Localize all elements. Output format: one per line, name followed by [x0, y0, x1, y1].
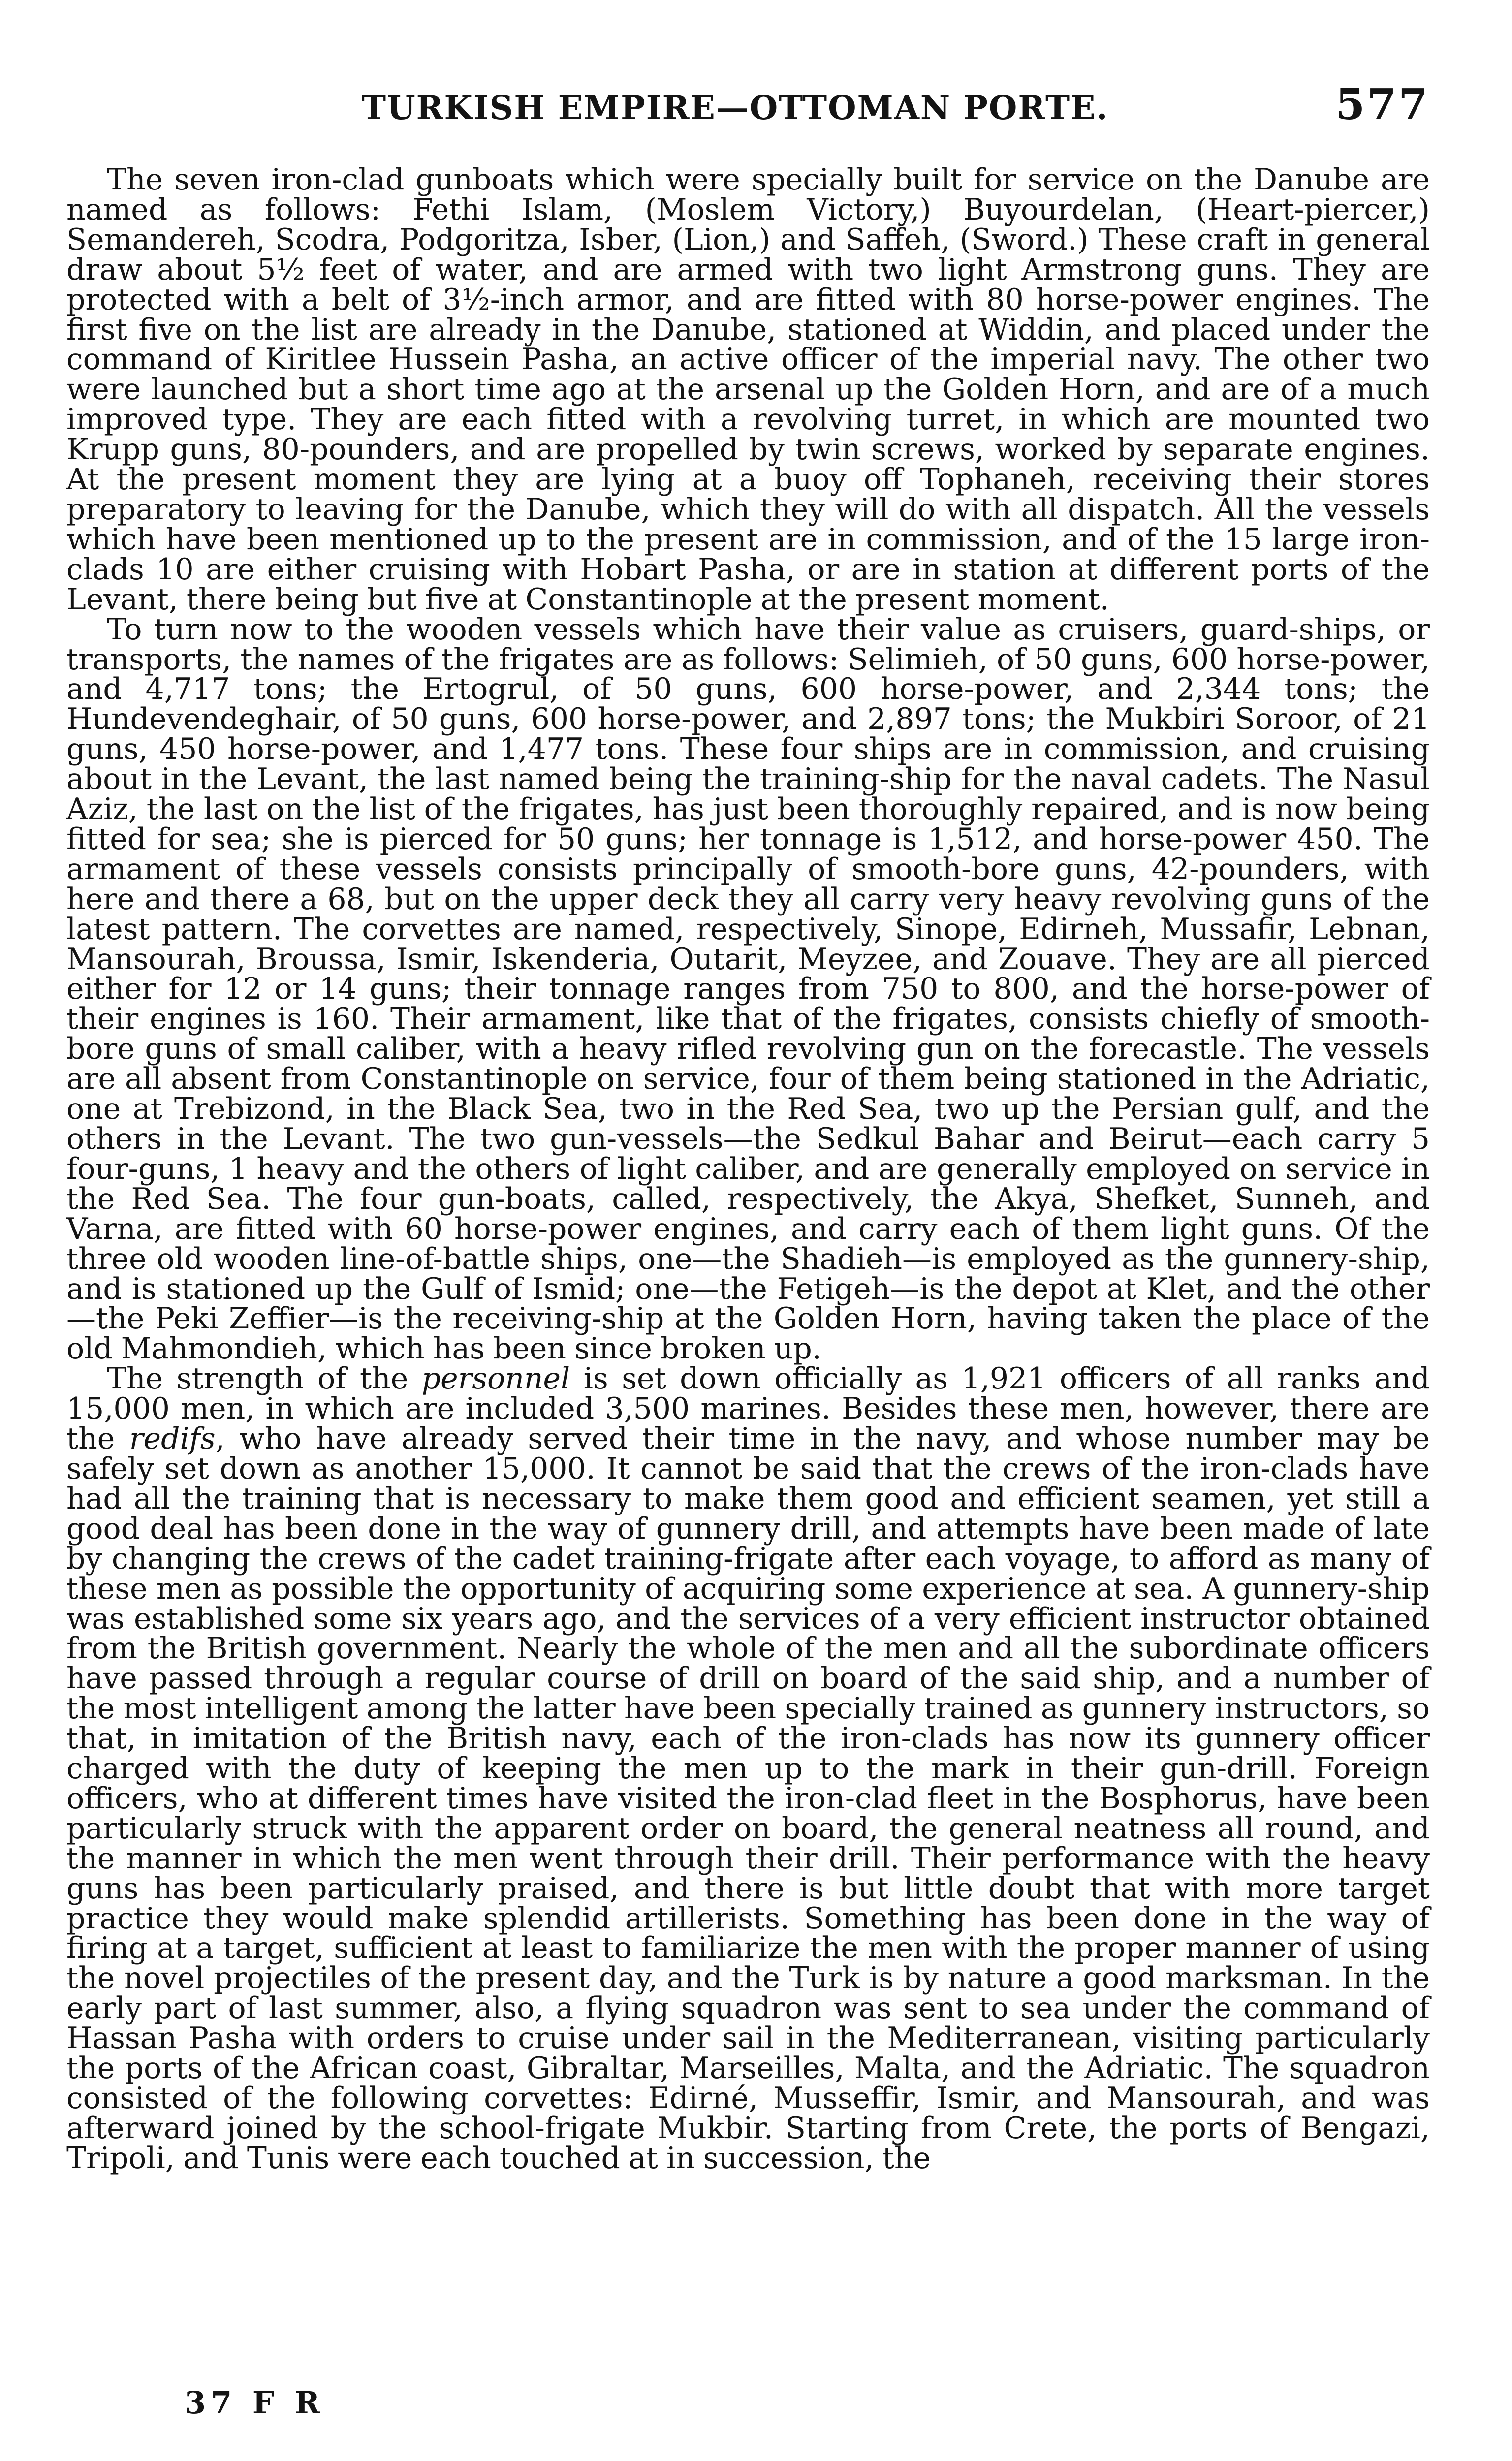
document-page [66, 0, 1430, 2461]
paragraph-ironclad-gunboats: The seven iron-clad gunboats which were specially built for service on the Danube are named as follows: Fethi Islam, (Moslem Victory,) Buyourdelan, (Heart-piercer,) Semandereh, Scodra, Podgoritza, Isber, (Lion,) and Saffeh, (Sword.) These craft in general draw about 5½ feet of water, and are armed with two light Armstrong guns. They are protected with a belt of 3½-inch armor, and are fitted with 80 horse-power engines. The first five on the list are already in the Danube, stationed at Widdin, and placed under the command of Kiritlee Hussein Pasha, an active officer of the imperial navy. The other two were launched but a short time ago at the arsenal up the Golden Horn, and are of a much improved type. They are each fitted with a revolving turret, in which are mounted two Krupp guns, 80-pounders, and are propelled by twin screws, worked by separate engines. At the present moment they are lying at a buoy off Tophaneh, receiving their stores preparatory to leaving for the Danube, which they will do with all dispatch. All the vessels which have been mentioned up to the present are in commission, and of the 15 large iron-clads 10 are either cruising with Hobart Pasha, or are in station at different ports of the Levant, there being but five at Constantinople at the present moment. [66, 162, 1430, 617]
italic-term-personnel: personnel [421, 1361, 570, 1396]
signature-mark: 37 F R [185, 2385, 325, 2421]
running-head: TURKISH EMPIRE—OTTOMAN PORTE. [362, 89, 1109, 127]
page-number: 577 [1335, 80, 1430, 129]
page-header [66, 80, 1430, 129]
paragraph-text: is set down officially as 1,921 officers of all ranks and 15,000 men, in which are included 3,500 marines. Besides these men, however, there are the [66, 1361, 1430, 1456]
italic-term-redifs: redifs [129, 1421, 216, 1456]
paragraph-personnel [66, 1361, 1430, 2176]
body-text [66, 162, 1430, 2176]
paragraph-wooden-vessels: To turn now to the wooden vessels which have their value as cruisers, guard-ships, or transports, the names of the frigates are as follows: Selimieh, of 50 guns, 600 horse-power, and 4,717 tons; the Ertogrul, of 50 guns, 600 horse-power, and 2,344 tons; the Hundevendeghair, of 50 guns, 600 horse-power, and 2,897 tons; the Mukbiri Soroor, of 21 guns, 450 horse-power, and 1,477 tons. These four ships are in commission, and cruising about in the Levant, the last named being the training-ship for the naval cadets. The Nasul Aziz, the last on the list of the frigates, has just been thoroughly repaired, and is now being fitted for sea; she is pierced for 50 guns; her tonnage is 1,512, and horse-power 450. The armament of these vessels consists principally of smooth-bore guns, 42-pounders, with here and there a 68, but on the upper deck they all carry very heavy revolving guns of the latest pattern. The corvettes are named, respectively, Sinope, Edirneh, Mussafir, Lebnan, Mansourah, Broussa, Ismir, Iskenderia, Outarit, Meyzee, and Zouave. They are all pierced either for 12 or 14 guns; their tonnage ranges from 750 to 800, and the horse-power of their engines is 160. Their armament, like that of the frigates, consists chiefly of smooth-bore guns of small caliber, with a heavy rifled revolving gun on the forecastle. The vessels are all absent from Constantinople on service, four of them being stationed in the Adriatic, one at Trebizond, in the Black Sea, two in the Red Sea, two up the Persian gulf, and the others in the Levant. The two gun-vessels—the Sedkul Bahar and Beirut—each carry 5 four-guns, 1 heavy and the others of light caliber, and are generally employed on service in the Red Sea. The four gun-boats, called, respectively, the Akya, Shefket, Sunneh, and Varna, are fitted with 60 horse-power engines, and carry each of them light guns. Of the three old wooden line-of-battle ships, one—the Shadieh—is employed as the gunnery-ship, and is stationed up the Gulf of Ismid; one—the Fetigeh—is the depot at Klet, and the other—the Peki Zeffier—is the receiving-ship at the Golden Horn, having taken the place of the old Mahmondieh, which has been since broken up. [66, 612, 1430, 1366]
paragraph-text: The strength of the [107, 1361, 422, 1396]
paragraph-text: , who have already served their time in the navy, and whose number may be safely set down as another 15,000. It cannot be said that the crews of the iron-clads have had all the training that is necessary to make them good and efficient seamen, yet still a good deal has been done in the way of gunnery drill, and attempts have been made of late by changing the crews of the cadet training-frigate after each voyage, to afford as many of these men as possible the opportunity of acquiring some experience at sea. A gunnery-ship was established some six years ago, and the services of a very efficient instructor obtained from the British government. Nearly the whole of the men and all the subordinate officers have passed through a regular course of drill on board of the said ship, and a number of the most intelligent among the latter have been specially trained as gunnery instructors, so that, in imitation of the British navy, each of the iron-clads has now its gunnery officer charged with the duty of keeping the men up to the mark in their gun-drill. Foreign officers, who at different times have visited the iron-clad fleet in the Bosphorus, have been particularly struck with the apparent order on board, the general neatness all round, and the manner in which the men went through their drill. Their performance with the heavy guns has been particularly praised, and there is but little doubt that with more target practice they would make splendid artillerists. Something has been done in the way of firing at a target, sufficient at least to familiarize the men with the proper manner of using the novel projectiles of the present day, and the Turk is by nature a good marksman. In the early part of last summer, also, a flying squadron was sent to sea under the command of Hassan Pasha with orders to cruise under sail in the Mediterranean, visiting particularly the ports of the African coast, Gibraltar, Marseilles, Malta, and the Adriatic. The squadron consisted of the following corvettes: Edirné, Musseffir, Ismir, and Mansourah, and was afterward joined by the school-frigate Mukbir. Starting from Crete, the ports of Bengazi, Tripoli, and Tunis were each touched at in succession, the [66, 1421, 1430, 2176]
